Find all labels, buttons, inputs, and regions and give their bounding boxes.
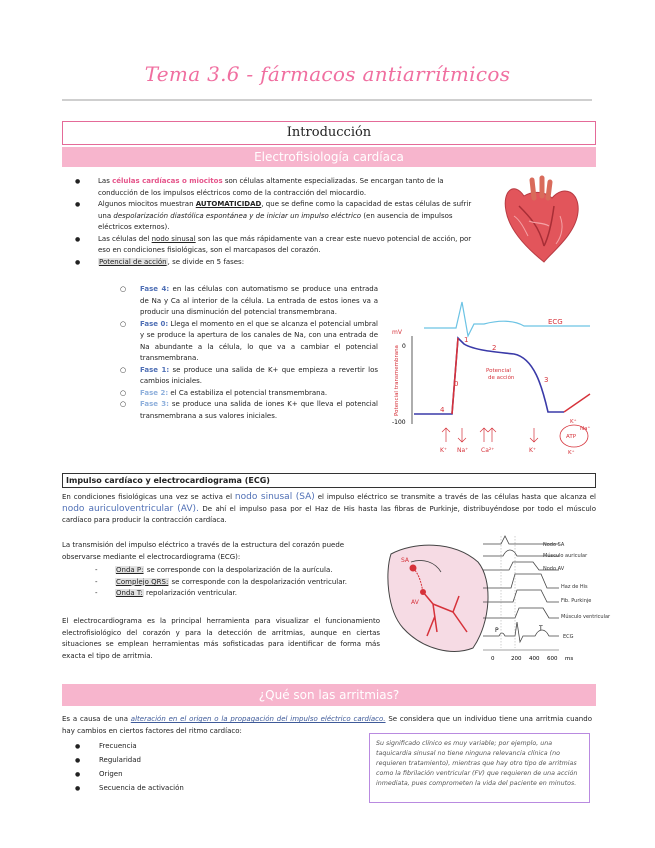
phase-3: ○ Fase 3: se produce una salida de iones K+ que lleva el potencial transmembrana a sus valores iniciales. [120, 399, 378, 422]
ecg-waves-list [95, 565, 380, 600]
svg-text:200: 200 [511, 656, 522, 662]
factor-regularidad: ● Regularidad [75, 755, 184, 767]
ecg-section-heading: Impulso cardíaco y electrocardiograma (ECG) [62, 473, 596, 488]
ecg-paragraph-1: En condiciones fisiológicas una vez se activa el nodo sinusal (SA) el impulso eléctrico se transmite a través de las células hasta que alcanza el nodo auriculoventricular (AV). De ahí el impulso pasa por el Haz de His hasta las fibras de Purkinje, distribuyéndose por todo el músculo cardíaco para producir la contracción cardíaca. [62, 492, 596, 524]
factor-origen: ● Origen [75, 769, 184, 781]
svg-text:ms: ms [565, 656, 574, 662]
phase-4: ○ Fase 4: en las células con automatismo se produce una entrada de Na y Ca al interior de la célula. La entrada de estos iones va a producir una disminución del potencial transmembrana. [120, 284, 378, 319]
sa-label: SA [401, 557, 410, 564]
ion-k1: K⁺ [440, 447, 448, 454]
ap-phase-4: 4 [440, 406, 445, 414]
intro-heading: Introducción [62, 121, 596, 145]
arritmias-bar: ¿Qué son las arritmias? [62, 684, 596, 706]
title-divider [62, 99, 592, 101]
svg-text:K⁺: K⁺ [570, 419, 577, 425]
bullet-potencial: ● Potencial de acción, se divide en 5 fases: [75, 257, 485, 269]
factor-secuencia: ● Secuencia de activación [75, 783, 184, 795]
ecg-letter-p: P [495, 627, 499, 634]
wave-qrs: - Complejo QRS: se corresponde con la despolarización ventricular. [95, 577, 380, 589]
label-ecg: ECG [563, 634, 574, 640]
tick-0: 0 [402, 343, 406, 350]
conduction-figure [383, 532, 611, 664]
ion-k2: K⁺ [529, 447, 537, 454]
ion-ca: Ca²⁺ [481, 447, 495, 454]
svg-text:0: 0 [491, 656, 495, 662]
svg-text:Na⁺: Na⁺ [580, 426, 591, 432]
electrofisiologia-bar: Electrofisiología cardíaca [62, 147, 596, 167]
potential-label-2: de acción [488, 375, 515, 381]
label-musculo-auricular: Músculo auricular [543, 553, 588, 559]
svg-text:ATP: ATP [566, 434, 577, 440]
bullet-nodo-sinusal: ● Las células del nodo sinusal son las que más rápidamente van a crear este nuevo potencial de acción, por eso en condiciones fisiológicas, son el marcapasos del corazón. [75, 234, 485, 257]
ecg-paragraph-2: La transmisión del impulso eléctrico a través de la estructura del corazón puede observarse mediante el electrocardiograma (ECG): [62, 541, 345, 561]
label-nodo-sa: Nodo SA [543, 542, 565, 548]
ap-phase-0: 0 [454, 380, 459, 388]
av-label: AV [411, 599, 419, 606]
phase-0: ○ Fase 0: Llega el momento en el que se alcanza el potencial umbral y se produce la apertura de los canales de Na, con una entrada de Na abundante a la célula, lo que va a cambiar el potencial transmembrana. [120, 319, 378, 365]
bullet-automaticidad: ● Algunos miocitos muestran AUTOMATICIDAD, que se define como la capacidad de estas células de sufrir una despolarización diastólica espontánea y de iniciar un impulso eléctrico (en ausencia de impulsos eléctricos externos). [75, 199, 485, 234]
ap-phase-2: 2 [492, 344, 497, 352]
mv-label: mV [392, 329, 402, 336]
label-purkinje: Fib. Purkinje [561, 598, 592, 604]
svg-text:600: 600 [547, 656, 558, 662]
ecg-trace [424, 302, 590, 336]
svg-text:K⁺: K⁺ [568, 450, 575, 456]
y-axis-label: Potencial transmembrana [394, 345, 400, 416]
phases-list [120, 284, 378, 422]
page-title: Tema 3.6 - fármacos antiarrítmicos [144, 62, 511, 86]
ecg-letter-t: T [539, 625, 543, 632]
ion-arrows [442, 428, 538, 442]
arritmias-paragraph: Es a causa de una alteración en el origen o la propagación del impulso eléctrico cardíaco. Se considera que un individuo tiene una arritmia cuando hay cambios en ciertos factores del ritmo cardíaco: [62, 715, 592, 735]
bullet-miocitos: ● Las células cardíacas o miocitos son células altamente especializadas. Se encargan tanto de la conducción de los impulsos eléctricos como de la contracción del miocardio. [75, 176, 485, 199]
action-potential-chart [384, 296, 594, 460]
potential-label-1: Potencial [486, 368, 511, 374]
phase-2: ○ Fase 2: el Ca estabiliza el potencial transmembrana. [120, 388, 378, 400]
ecg-paragraph-3: El electrocardiograma es la principal herramienta para visualizar el funcionamiento electrofisiológico del corazón y para la detección de arritmias, aunque en ciertas situaciones se emplean herramientas más sofisticadas para identificar de forma más exacta el tipo de arritmia. [62, 617, 380, 660]
wave-t: - Onda T: repolarización ventricular. [95, 588, 380, 600]
arritmias-factors [75, 741, 184, 797]
svg-text:400: 400 [529, 656, 540, 662]
label-haz-his: Haz de His [561, 584, 588, 590]
factor-frecuencia: ● Frecuencia [75, 741, 184, 753]
ap-phase-3: 3 [544, 376, 549, 384]
ion-na: Na⁺ [457, 447, 469, 454]
clinical-note-box: Su significado clínico es muy variable; por ejemplo, una taquicardia sinusal no tiene ninguna relevancia clínica (no requieren tratamiento), mientras que hay otro tipo de arritmias como la fibrilación ventricular (FV) que requieren de una acción inmediata, pues comprometen la vida del paciente en minutos. [369, 733, 590, 803]
wave-p: - Onda P: se corresponde con la despolarización de la aurícula. [95, 565, 380, 577]
label-musculo-ventricular: Músculo ventricular [561, 614, 611, 620]
ecg-label: ECG [548, 318, 563, 326]
heart-illustration [494, 176, 584, 266]
phase-1: ○ Fase 1: se produce una salida de K+ que empieza a revertir los cambios iniciales. [120, 365, 378, 388]
label-nodo-av: Nodo AV [543, 566, 565, 572]
tick-minus100: -100 [392, 419, 406, 426]
intro-bullets [75, 176, 485, 268]
ap-phase-1: 1 [464, 336, 469, 344]
